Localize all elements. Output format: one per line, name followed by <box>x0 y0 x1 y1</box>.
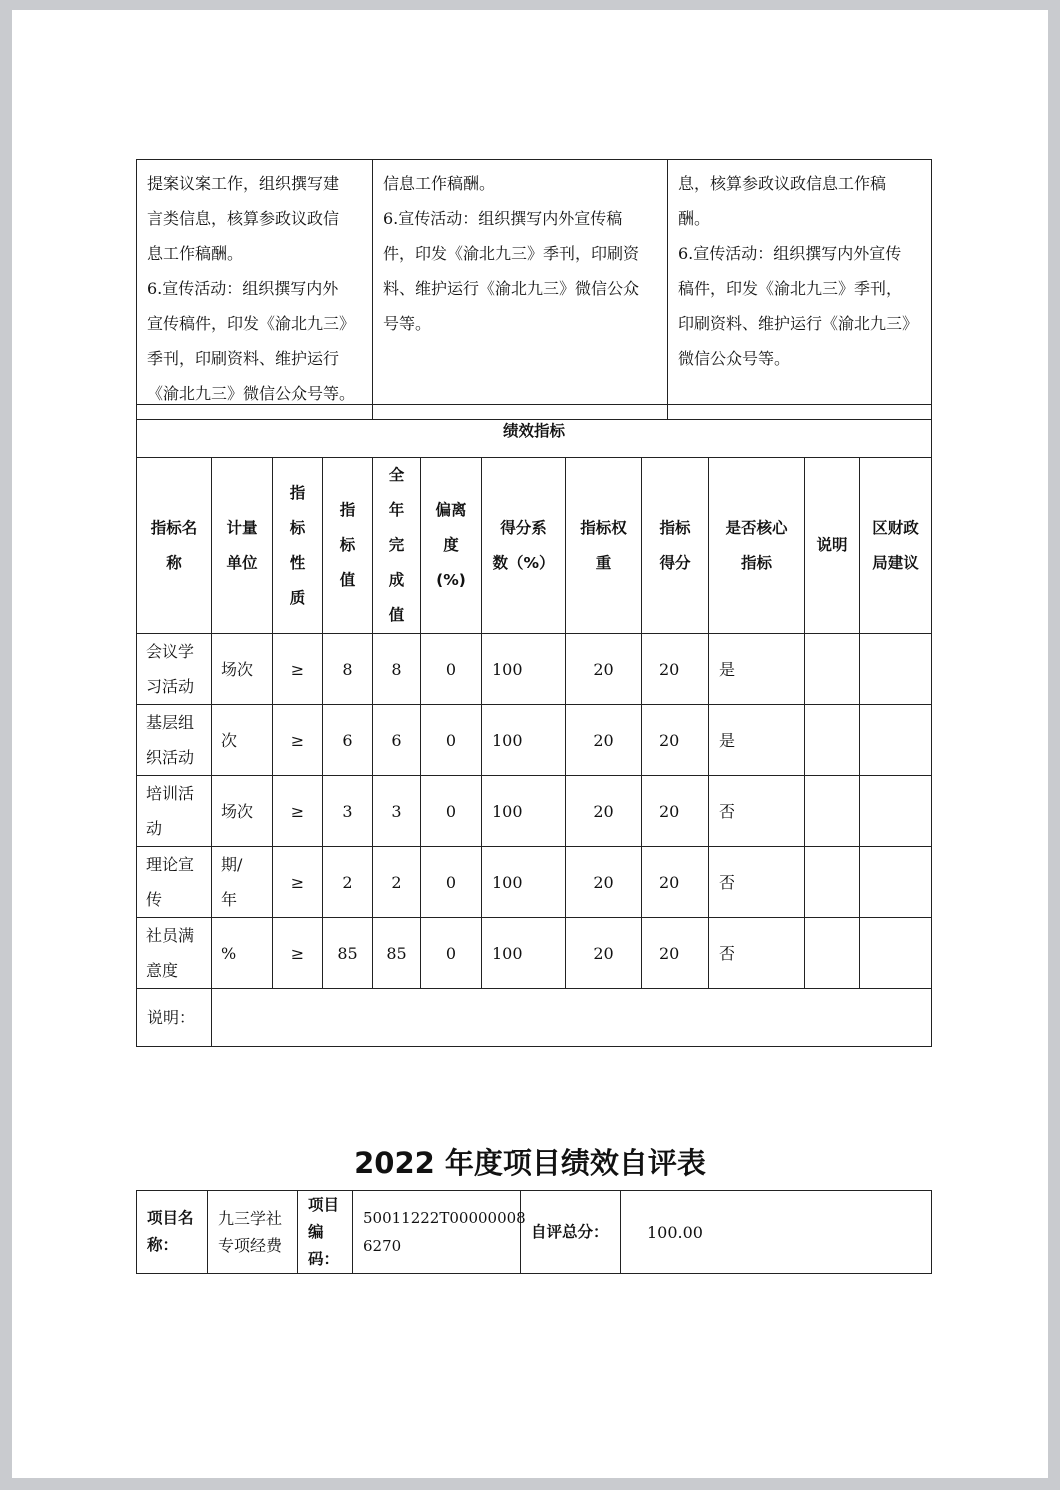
project-name-label <box>137 1191 208 1274</box>
cell-name <box>137 918 212 989</box>
cell-nature: ≥ <box>273 847 323 918</box>
header-nature <box>273 458 323 634</box>
cell-name <box>137 776 212 847</box>
cell-score: 20 <box>642 776 709 847</box>
cell-weight: 20 <box>566 776 642 847</box>
cell-score: 20 <box>642 847 709 918</box>
cell-unit <box>212 918 273 989</box>
cell-nature: ≥ <box>273 776 323 847</box>
performance-indicator-table <box>136 404 932 1047</box>
cell-unit <box>212 847 273 918</box>
text-line: 织活动 <box>146 748 195 767</box>
text-line: 印刷资料、维护运行《渝北九三》 <box>678 314 919 333</box>
cell-name <box>137 705 212 776</box>
cell-coef: 100 <box>482 847 566 918</box>
text-line: 件，印发《渝北九三》季刊，印刷资 <box>383 244 640 263</box>
cell-deviation: 0 <box>421 847 482 918</box>
cell-coef: 100 <box>482 634 566 705</box>
text-line: 社员满 <box>146 926 195 945</box>
cell-actual: 3 <box>373 776 421 847</box>
cell-remark <box>805 918 860 989</box>
header-deviation <box>421 458 482 634</box>
cell-actual: 85 <box>373 918 421 989</box>
text-line: 指标名 <box>150 518 198 537</box>
text-line: 宣传稿件，印发《渝北九三》 <box>147 314 356 333</box>
text-line: 基层组 <box>146 713 195 732</box>
text-line: 全 <box>388 466 405 484</box>
cell-target: 2 <box>323 847 373 918</box>
text-line: 指 <box>339 501 356 519</box>
header-advice <box>860 458 932 634</box>
text-line: 项目 <box>308 1195 340 1214</box>
cell-weight: 20 <box>566 634 642 705</box>
text-line: 习活动 <box>146 677 195 696</box>
cell-nature: ≥ <box>273 634 323 705</box>
text-line: 指 <box>289 483 306 502</box>
text-line: 性 <box>289 553 306 572</box>
total-score-label: 自评总分： <box>521 1191 621 1274</box>
header-row <box>137 458 932 634</box>
text-line: 指标权 <box>580 518 627 537</box>
text-line: 标 <box>289 518 306 537</box>
text-line: 《渝北九三》微信公众号等。 <box>147 384 356 403</box>
cell-advice <box>860 847 932 918</box>
cell-unit <box>212 776 273 847</box>
cell-coef: 100 <box>482 705 566 776</box>
text-line: 质 <box>289 588 306 607</box>
text-line: 料、维护运行《渝北九三》微信公众 <box>383 279 640 298</box>
text-line: 微信公众号等。 <box>678 349 791 368</box>
text-line: 重 <box>595 553 612 572</box>
text-line: 项目名 <box>147 1209 194 1227</box>
cell-name <box>137 634 212 705</box>
project-content-continuation-table <box>136 159 932 420</box>
cell-actual: 2 <box>373 847 421 918</box>
cell-name <box>137 847 212 918</box>
cell-target: 85 <box>323 918 373 989</box>
text-line: 计量 <box>226 518 258 537</box>
table-row <box>137 705 932 776</box>
project-code-value <box>353 1191 526 1274</box>
text-line: 息工作稿酬。 <box>147 244 244 263</box>
table-row <box>137 918 932 989</box>
cell-target: 8 <box>323 634 373 705</box>
content-cell-2 <box>373 160 668 420</box>
cell-score: 20 <box>642 705 709 776</box>
cell-actual: 8 <box>373 634 421 705</box>
self-eval-title: 2022 年度项目绩效自评表 <box>354 1146 706 1180</box>
text-line: 度 <box>443 536 459 554</box>
text-line: 会议学 <box>146 642 195 661</box>
text-line: 息，核算参政议政信息工作稿 <box>678 174 887 193</box>
text-line: 成 <box>388 571 405 589</box>
cell-deviation: 0 <box>421 776 482 847</box>
cell-weight: 20 <box>566 918 642 989</box>
cell-nature: ≥ <box>273 705 323 776</box>
section-title: 绩效指标 <box>137 405 932 458</box>
document-page <box>12 10 1048 1478</box>
text-line: 偏离 <box>435 501 467 519</box>
text-line: 6.宣传活动：组织撰写内外宣传稿 <box>383 209 623 228</box>
cell-coef: 100 <box>482 918 566 989</box>
cell-coef: 100 <box>482 776 566 847</box>
cell-advice <box>860 705 932 776</box>
cell-remark <box>805 634 860 705</box>
text-line: 数（%） <box>492 553 555 572</box>
table-row <box>137 634 932 705</box>
text-line: 场次 <box>221 659 254 679</box>
cell-target: 3 <box>323 776 373 847</box>
text-line: 提案议案工作，组织撰写建 <box>147 174 340 193</box>
header-actual <box>373 458 421 634</box>
content-cell-1 <box>137 160 373 420</box>
text-line: 季刊，印刷资料、维护运行 <box>147 349 340 368</box>
text-line: 场次 <box>221 801 254 821</box>
text-line: 值 <box>388 606 405 624</box>
header-target <box>323 458 373 634</box>
cell-weight: 20 <box>566 705 642 776</box>
text-line: 动 <box>146 819 163 838</box>
header-remark <box>805 458 860 634</box>
text-line: 培训活 <box>146 784 195 803</box>
text-line: 年 <box>388 501 405 519</box>
text-line: 码： <box>308 1249 340 1268</box>
indicator-rows <box>137 634 932 989</box>
cell-core: 否 <box>709 847 805 918</box>
header-unit <box>212 458 273 634</box>
header-coef <box>482 458 566 634</box>
text-line: 是否核心 <box>725 518 788 537</box>
cell-remark <box>805 776 860 847</box>
text-line: 酬。 <box>678 209 711 228</box>
cell-score: 20 <box>642 634 709 705</box>
note-content <box>212 989 932 1047</box>
text-line: 区财政 <box>872 518 919 537</box>
text-line: % <box>221 943 237 963</box>
text-line: 6.宣传活动：组织撰写内外宣传 <box>678 244 902 263</box>
table-row <box>137 776 932 847</box>
note-label: 说明： <box>137 989 212 1047</box>
project-name-value <box>208 1191 298 1274</box>
text-line: 得分 <box>659 553 691 572</box>
text-line: 言类信息，核算参政议政信 <box>147 209 340 228</box>
header-score <box>642 458 709 634</box>
text-line: 次 <box>221 730 238 750</box>
cell-core: 否 <box>709 918 805 989</box>
cell-advice <box>860 776 932 847</box>
text-line: 期/ <box>221 855 243 874</box>
cell-weight: 20 <box>566 847 642 918</box>
self-eval-summary-table <box>136 1190 932 1274</box>
text-line: 得分系 <box>500 518 547 537</box>
text-line: 局建议 <box>872 553 919 572</box>
project-code-label <box>298 1191 353 1274</box>
content-cell-3 <box>668 160 932 420</box>
header-weight <box>566 458 642 634</box>
text-line: 说明 <box>816 536 848 554</box>
text-line: 6270 <box>363 1237 402 1255</box>
cell-nature: ≥ <box>273 918 323 989</box>
header-name <box>137 458 212 634</box>
text-line: 完 <box>388 536 405 554</box>
cell-actual: 6 <box>373 705 421 776</box>
cell-remark <box>805 847 860 918</box>
cell-core: 否 <box>709 776 805 847</box>
text-line: 称： <box>147 1236 179 1254</box>
text-line: 称 <box>166 553 182 572</box>
text-line: 专项经费 <box>218 1236 283 1255</box>
text-line: 编 <box>308 1222 324 1241</box>
text-line: 传 <box>146 890 163 909</box>
cell-advice <box>860 918 932 989</box>
text-line: 6.宣传活动：组织撰写内外 <box>147 279 339 298</box>
text-line: 年 <box>221 890 238 909</box>
text-line: 指标 <box>740 553 772 572</box>
header-core <box>709 458 805 634</box>
text-line: (%) <box>436 571 466 589</box>
text-line: 50011222T00000008 <box>363 1209 526 1227</box>
cell-deviation: 0 <box>421 634 482 705</box>
cell-unit <box>212 705 273 776</box>
table-row <box>137 847 932 918</box>
text-line: 稿件，印发《渝北九三》季刊， <box>678 279 903 298</box>
cell-unit <box>212 634 273 705</box>
cell-advice <box>860 634 932 705</box>
text-line: 理论宣 <box>146 855 195 874</box>
cell-core: 是 <box>709 634 805 705</box>
cell-score: 20 <box>642 918 709 989</box>
total-score-value: 100.00 <box>621 1191 932 1274</box>
text-line: 意度 <box>146 961 179 980</box>
cell-target: 6 <box>323 705 373 776</box>
cell-deviation: 0 <box>421 918 482 989</box>
text-line: 标 <box>339 536 356 554</box>
text-line: 值 <box>339 571 356 589</box>
cell-remark <box>805 705 860 776</box>
text-line: 单位 <box>226 553 258 572</box>
text-line: 九三学社 <box>218 1209 283 1228</box>
cell-deviation: 0 <box>421 705 482 776</box>
cell-core: 是 <box>709 705 805 776</box>
text-line: 号等。 <box>383 314 432 333</box>
text-line: 指标 <box>659 518 691 537</box>
text-line: 信息工作稿酬。 <box>383 174 496 193</box>
